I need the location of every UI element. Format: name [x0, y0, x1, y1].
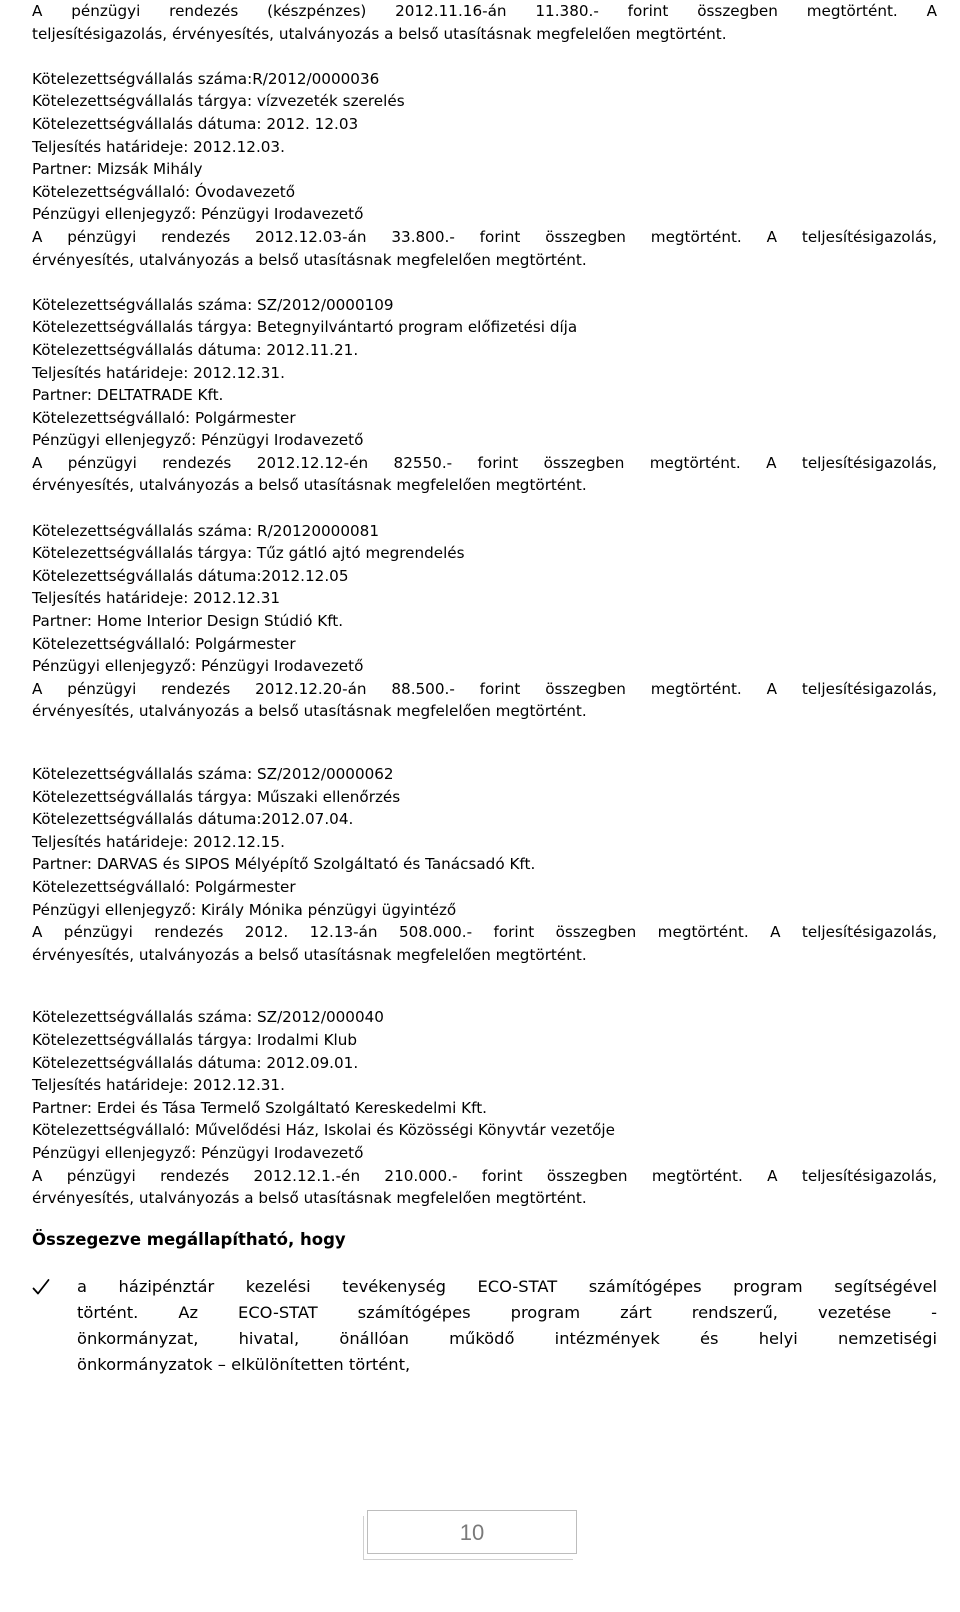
entry-date: Kötelezettségvállalás dátuma:2012.12.05	[32, 566, 349, 585]
entry-payment: A pénzügyi rendezés 2012.12.1.-én 210.000.- forint összegben megtörtént. A teljesítésigazolás,	[32, 1166, 937, 1185]
summary-bullet-line-1: a házipénztár kezelési tevékenység ECO-STAT számítógépes program segítségével	[77, 1276, 937, 1296]
intro-line-1: A pénzügyi rendezés (készpénzes) 2012.11.16-án 11.380.- forint összegben megtörtént. A	[32, 2, 937, 20]
entry-payment: A pénzügyi rendezés 2012. 12.13-án 508.000.- forint összegben megtörtént. A teljesítésigazolás,	[32, 923, 937, 942]
entry-countersigner: Pénzügyi ellenjegyző: Pénzügyi Irodavezető	[32, 657, 364, 676]
entry-closing: érvényesítés, utalványozás a belső utasításnak megfelelően megtörtént.	[32, 702, 587, 721]
commitment-entry-5	[32, 1006, 937, 1209]
entry-number: Kötelezettségvállalás száma: SZ/2012/0000109	[32, 295, 394, 314]
intro-line-2: teljesítésigazolás, érvényesítés, utalványozás a belső utasításnak megfelelően megtörtént.	[32, 24, 727, 43]
page-number-box	[367, 1510, 577, 1554]
entry-partner: Partner: DARVAS és SIPOS Mélyépítő Szolgáltató és Tanácsadó Kft.	[32, 855, 536, 874]
entry-payment: A pénzügyi rendezés 2012.12.12-én 82550.- forint összegben megtörtént. A teljesítésigazolás,	[32, 453, 937, 472]
entry-deadline: Teljesítés határideje: 2012.12.15.	[32, 832, 285, 851]
entry-committer: Kötelezettségvállaló: Óvodavezető	[32, 182, 296, 201]
entry-deadline: Teljesítés határideje: 2012.12.31.	[32, 363, 285, 382]
entry-number: Kötelezettségvállalás száma:R/2012/0000036	[32, 69, 380, 88]
entry-subject: Kötelezettségvállalás tárgya: Tűz gátló ajtó megrendelés	[32, 544, 465, 563]
entry-subject: Kötelezettségvállalás tárgya: Műszaki ellenőrzés	[32, 787, 401, 806]
entry-subject: Kötelezettségvállalás tárgya: vízvezeték szerelés	[32, 92, 405, 111]
entry-countersigner: Pénzügyi ellenjegyző: Pénzügyi Irodavezető	[32, 431, 364, 450]
entry-closing: érvényesítés, utalványozás a belső utasításnak megfelelően megtörtént.	[32, 476, 587, 495]
entry-partner: Partner: Mizsák Mihály	[32, 160, 203, 179]
checkmark-icon	[32, 1274, 50, 1300]
entry-committer: Kötelezettségvállaló: Polgármester	[32, 408, 296, 427]
entry-number: Kötelezettségvállalás száma: R/20120000081	[32, 521, 379, 540]
entry-subject: Kötelezettségvállalás tárgya: Betegnyilvántartó program előfizetési díja	[32, 318, 578, 337]
entry-committer: Kötelezettségvállaló: Polgármester	[32, 634, 296, 653]
entry-deadline: Teljesítés határideje: 2012.12.31	[32, 589, 281, 608]
commitment-entry-1	[32, 68, 937, 271]
commitment-entry-3	[32, 520, 937, 723]
entry-partner: Partner: Home Interior Design Stúdió Kft.	[32, 612, 344, 631]
entry-payment: A pénzügyi rendezés 2012.12.03-án 33.800.- forint összegben megtörtént. A teljesítésigazolás,	[32, 227, 937, 246]
page-number: 10	[459, 1520, 485, 1545]
entry-closing: érvényesítés, utalványozás a belső utasításnak megfelelően megtörtént.	[32, 250, 587, 269]
entry-closing: érvényesítés, utalványozás a belső utasításnak megfelelően megtörtént.	[32, 1189, 587, 1208]
summary-bullet-line-4: önkormányzatok – elkülönítetten történt,	[77, 1354, 411, 1374]
entry-countersigner: Pénzügyi ellenjegyző: Király Mónika pénzügyi ügyintéző	[32, 900, 457, 919]
entry-countersigner: Pénzügyi ellenjegyző: Pénzügyi Irodavezető	[32, 205, 364, 224]
entry-closing: érvényesítés, utalványozás a belső utasításnak megfelelően megtörtént.	[32, 945, 587, 964]
commitment-entry-2	[32, 294, 937, 497]
commitment-entry-4	[32, 763, 937, 966]
entry-date: Kötelezettségvállalás dátuma: 2012. 12.03	[32, 114, 359, 133]
entry-committer: Kötelezettségvállaló: Polgármester	[32, 877, 296, 896]
entry-partner: Partner: Erdei és Tása Termelő Szolgáltató Kereskedelmi Kft.	[32, 1098, 487, 1117]
entry-deadline: Teljesítés határideje: 2012.12.03.	[32, 137, 285, 156]
entry-countersigner: Pénzügyi ellenjegyző: Pénzügyi Irodavezető	[32, 1143, 364, 1162]
summary-bullet-line-3: önkormányzat, hivatal, önállóan működő intézmények és helyi nemzetiségi	[77, 1328, 937, 1348]
entry-subject: Kötelezettségvállalás tárgya: Irodalmi Klub	[32, 1030, 358, 1049]
entry-partner: Partner: DELTATRADE Kft.	[32, 386, 224, 405]
entry-committer: Kötelezettségvállaló: Művelődési Ház, Iskolai és Közösségi Könyvtár vezetője	[32, 1121, 615, 1140]
summary-heading: Összegezve megállapítható, hogy	[32, 1229, 346, 1249]
document-page	[32, 0, 937, 1378]
entry-number: Kötelezettségvállalás száma: SZ/2012/0000062	[32, 765, 394, 783]
entry-deadline: Teljesítés határideje: 2012.12.31.	[32, 1076, 285, 1095]
summary-bullet	[32, 1274, 937, 1378]
entry-payment: A pénzügyi rendezés 2012.12.20-án 88.500.- forint összegben megtörtént. A teljesítésigazolás,	[32, 679, 937, 698]
entry-date: Kötelezettségvállalás dátuma: 2012.11.21.	[32, 340, 359, 359]
entry-date: Kötelezettségvállalás dátuma:2012.07.04.	[32, 810, 354, 829]
entry-number: Kötelezettségvállalás száma: SZ/2012/000040	[32, 1008, 384, 1027]
entry-date: Kötelezettségvállalás dátuma: 2012.09.01.	[32, 1053, 359, 1072]
summary-bullet-line-2: történt. Az ECO-STAT számítógépes program zárt rendszerű, vezetése -	[77, 1302, 937, 1322]
